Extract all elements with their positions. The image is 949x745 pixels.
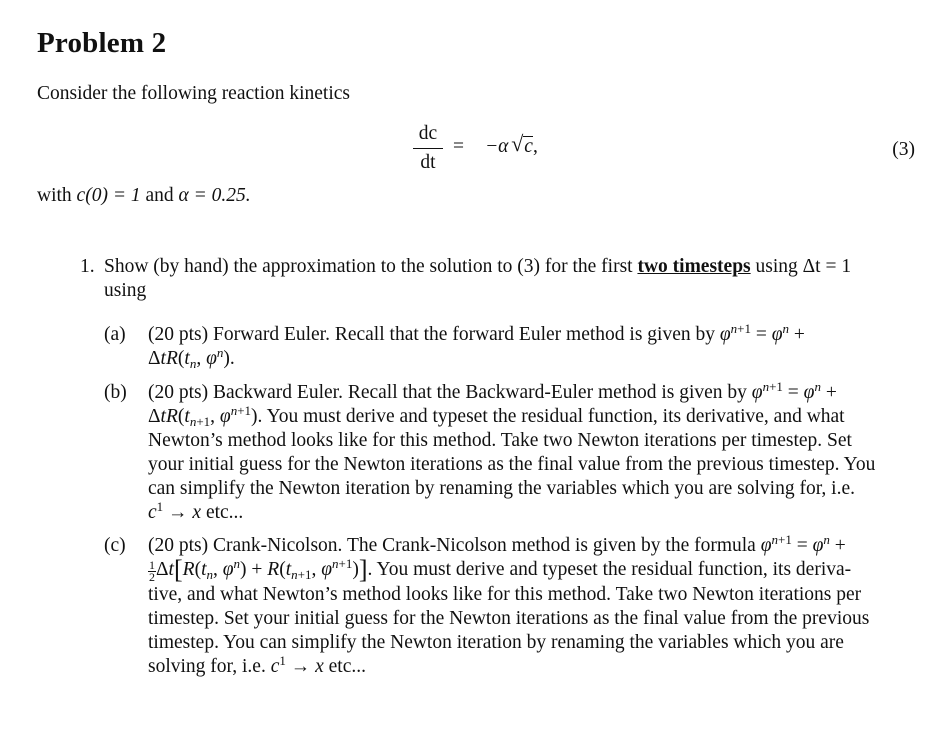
derivative-fraction [413, 122, 443, 175]
part-b-text-1: (20 pts) Backward Euler. Recall that the Backward-Euler method is given by [148, 382, 747, 403]
task-line-1 [104, 255, 886, 279]
part-b-line-6: $c^1 \to x$ etc... [148, 499, 244, 523]
given-and: and [140, 185, 179, 206]
fraction-denominator: dt [420, 152, 436, 173]
part-b [104, 381, 886, 525]
display-equation [405, 122, 605, 176]
intro-text: Consider the following reaction kinetics [37, 83, 351, 104]
task-line-2: using [104, 280, 147, 301]
part-b-line-1: (20 pts) Backward Euler. Recall that the Backward-Euler method is given by $\varphi^{n+1} = \varphi^n$ + [148, 379, 837, 403]
rhs-coefficient: −α [485, 136, 509, 157]
task-item-1 [80, 255, 886, 303]
part-b-line-3: Newton’s method looks like for this method. Take two Newton iterations per timestep. Set [148, 430, 852, 451]
part-c-line-1: (20 pts) Crank-Nicolson. The Crank-Nicolson method is given by the formula $\varphi^{n+1} = \varphi^n$ + [148, 532, 846, 556]
part-c-line-5: timestep. You can simplify the Newton iteration by renaming the variables which you are [148, 632, 844, 653]
radical-sign: √ [511, 131, 524, 156]
square-root [511, 131, 533, 158]
part-b-line-5: can simplify the Newton iteration by renaming the variables which you are solving for, i.e. [148, 478, 855, 499]
equals-sign: = [453, 136, 464, 157]
radical-overline [523, 136, 533, 137]
given-conditions [37, 185, 251, 207]
part-c-text-2: . You must derive and typeset the residual function, its deriva- [367, 559, 852, 580]
part-a-text: (20 pts) Forward Euler. Recall that the forward Euler method is given by [148, 324, 715, 345]
part-c-line-6: solving for, i.e. $c^1 \to x$ etc... [148, 653, 367, 677]
alpha-value: α = 0.25. [178, 185, 251, 206]
rhs-comma: , [532, 136, 538, 157]
one-half-fraction: $\frac{1}{2}$ [149, 558, 155, 584]
radicand: c [524, 136, 533, 157]
problem-title: Problem 2 [37, 27, 167, 59]
part-a-line-2: $\Delta tR(t_n$, $\varphi^n$). [148, 345, 235, 371]
task-number: 1. [80, 256, 95, 277]
task-text-before: Show (by hand) the approximation to the solution to (3) for the first [104, 256, 638, 277]
part-a-label: (a) [104, 324, 126, 345]
part-c-text-1: (20 pts) Crank-Nicolson. The Crank-Nicolson method is given by the formula [148, 535, 756, 556]
given-with: with [37, 185, 77, 206]
part-b-label: (b) [104, 382, 127, 403]
part-c-text-6b: etc... [323, 656, 367, 677]
part-a-line-1: (20 pts) Forward Euler. Recall that the forward Euler method is given by $\varphi^{n+1} = \varphi^n$ + [148, 321, 805, 345]
part-c-line-4: timestep. Set your initial guess for the Newton iterations as the final value from the previous [148, 608, 870, 629]
fraction-bar [413, 148, 443, 149]
equation-rhs [485, 131, 538, 158]
part-c [104, 534, 886, 679]
part-c-label: (c) [104, 535, 126, 556]
part-b-text-6: etc... [201, 502, 244, 523]
task-emphasis: two timesteps [637, 256, 751, 277]
part-b-line-2: $\Delta tR(t_{n+1}$, $\varphi^{n+1}$). You must derive and typeset the residual function, its derivative, and what [148, 403, 845, 429]
equation-number: (3) [892, 139, 915, 160]
part-c-line-2: $\frac{1}{2}\Delta t[R(t_n$, $\varphi^n) + R(t_{n+1}$, $\varphi^{n+1}$)]. You must derive and typeset the residual function, its deriva- [149, 555, 852, 584]
part-a [104, 323, 886, 371]
part-b-text-2: . You must derive and typeset the residual function, its derivative, and what [257, 406, 845, 427]
fraction-numerator: dc [418, 123, 438, 144]
part-b-line-4: your initial guess for the Newton iterations as the final value from the previous timestep. You [148, 454, 876, 475]
part-c-text-6a: solving for, i.e. [148, 656, 271, 677]
part-c-line-3: tive, and what Newton’s method looks like for this method. Take two Newton iterations per [148, 584, 862, 605]
initial-condition: c(0) = 1 [76, 185, 141, 206]
task-text-after: using Δt = 1 [750, 256, 852, 277]
